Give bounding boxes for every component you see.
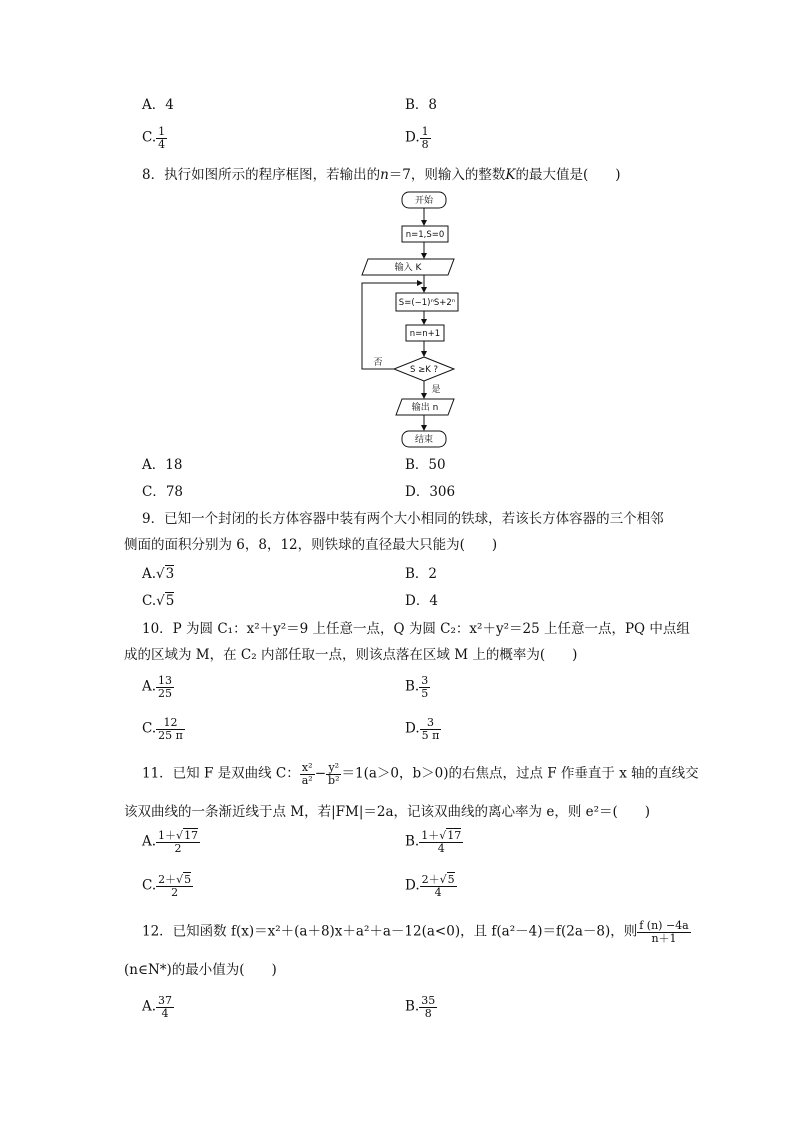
q9-stem-line-2: 侧面的面积分别为 6，8，12，则铁球的直径最大只能为( ) (124, 537, 498, 553)
q10-option-b (405, 675, 430, 699)
q9-option-d (405, 594, 438, 610)
q8-var-k: K (505, 167, 516, 183)
q11-stem-line-1 (142, 762, 699, 786)
q9-option-c: C.√5 (142, 593, 175, 609)
flow-no-label: 否 (373, 358, 383, 368)
fraction-denominator: 2 (174, 841, 182, 855)
numerator-prefix: 2＋ (158, 873, 177, 886)
option-label: D. (405, 877, 420, 894)
option-fraction (156, 717, 185, 741)
fraction-denominator: a² (301, 773, 313, 787)
q8-option-a (142, 458, 182, 474)
fraction-numerator: 13 (158, 674, 173, 687)
option-fraction (156, 874, 193, 898)
q7-option-c-fraction (156, 126, 167, 150)
fraction-numerator: x² (300, 762, 315, 775)
option-label: C． (142, 484, 166, 500)
option-radicand: 5 (165, 593, 175, 609)
q7-option-d-label: D. (405, 129, 420, 146)
q12-expression-fraction (637, 920, 691, 944)
q9-option-b (405, 567, 437, 583)
q11-stem-suffix: ＝1(a＞0，b＞0)的右焦点，过点 F 作垂直于 x 轴的直线交 (341, 765, 699, 782)
q8-stem-part-3: 的最大值是( ) (515, 167, 621, 183)
numerator-radicand: 5 (184, 873, 192, 886)
option-value: 78 (165, 484, 184, 500)
fraction-denominator: 8 (421, 137, 429, 151)
fraction-denominator: 2 (171, 885, 179, 899)
q7-option-a-value: 4 (165, 97, 174, 113)
fraction-numerator: 2＋√5 (421, 873, 455, 886)
fraction-denominator: n＋1 (651, 931, 677, 945)
fraction-denominator: 5 π (421, 728, 440, 742)
option-label: A. (142, 998, 157, 1015)
option-value: 2 (428, 566, 438, 582)
fraction-denominator: 4 (161, 1006, 169, 1020)
option-fraction (420, 717, 442, 741)
option-label: B. (405, 678, 420, 695)
fraction-denominator: b² (328, 773, 340, 787)
option-label: C. (142, 877, 157, 894)
q7-option-d-fraction (420, 126, 431, 150)
option-label: D． (405, 484, 430, 500)
flow-assign-label: S=(−1)ⁿS+2ⁿ (398, 298, 456, 308)
fraction-denominator: 5 (421, 686, 429, 700)
fraction-numerator: 1＋√17 (421, 829, 462, 842)
q12-stem-prefix: 12．已知函数 f(x)＝x²＋(a＋8)x＋a²＋a－12(a<0)，且 f(a²－4)＝f(2a－8)，则 (142, 923, 638, 940)
q11-y-fraction (326, 762, 341, 786)
q12-stem-line-1 (142, 920, 691, 944)
option-label: B. (405, 998, 420, 1015)
fraction-numerator: 12 (156, 717, 185, 730)
option-value: 50 (428, 457, 446, 473)
option-label: A. (142, 678, 157, 695)
option-value: 4 (429, 593, 438, 609)
fraction-numerator: 35 (421, 994, 436, 1007)
q7-option-b (405, 98, 437, 114)
q12-option-b (405, 995, 437, 1019)
q7-option-b-label: B． (405, 97, 429, 113)
option-fraction (419, 830, 463, 854)
fraction-numerator: 2＋√5 (158, 873, 192, 886)
q11-stem-line-2: 该双曲线的一条渐近线于点 M，若|FM|＝2a，记该双曲线的离心率为 e，则 e²＝( ) (124, 804, 651, 820)
option-value: 18 (165, 457, 183, 473)
flow-start-label: 开始 (414, 196, 434, 206)
fraction-numerator: y² (326, 762, 341, 775)
numerator-radicand: 17 (184, 829, 199, 842)
flow-input-label: 输入 K (394, 263, 422, 273)
option-label: A． (142, 457, 166, 473)
q10-option-a (142, 675, 174, 699)
option-radicand: 3 (165, 566, 175, 582)
q11-option-a (142, 830, 200, 854)
option-value: 306 (429, 484, 456, 500)
q7-option-b-value: 8 (428, 97, 438, 113)
fraction-denominator: 8 (424, 1006, 432, 1020)
q9-option-a: A.√3 (142, 566, 175, 582)
q12-option-a (142, 995, 174, 1019)
fraction-denominator: 25 (158, 686, 173, 700)
q10-option-d (405, 717, 441, 741)
q8-option-c (142, 485, 183, 501)
option-fraction (156, 995, 174, 1019)
q8-option-d (405, 485, 455, 501)
q12-stem-line-2: (n∈N*)的最小值为( ) (124, 962, 277, 978)
flow-decision-label: S ≥K ? (409, 365, 439, 375)
q11-x-fraction (300, 762, 315, 786)
option-label: B. (405, 833, 420, 850)
q11-stem-prefix: 11．已知 F 是双曲线 C： (142, 765, 300, 782)
fraction-numerator: 1 (158, 125, 166, 138)
fraction-numerator: 1 (421, 125, 429, 138)
fraction-numerator: 3 (421, 674, 429, 687)
q8-stem-part-1: 8．执行如图所示的程序框图，若输出的 (142, 167, 381, 183)
q7-option-c (142, 126, 167, 150)
option-label: A. (142, 833, 157, 850)
numerator-radicand: 5 (447, 873, 455, 886)
flow-output-label: 输出 n (411, 403, 439, 413)
q7-option-c-label: C. (142, 129, 157, 146)
option-fraction (156, 830, 200, 854)
q8-var-n: n (380, 167, 389, 183)
numerator-prefix: 2＋ (421, 873, 440, 886)
option-fraction (419, 995, 437, 1019)
fraction-denominator: 4 (437, 841, 445, 855)
fraction-denominator: 25 π (158, 728, 183, 742)
fraction-denominator: 4 (434, 885, 442, 899)
option-label: A. (142, 566, 157, 582)
option-label: B． (405, 457, 429, 473)
numerator-prefix: 1＋ (421, 829, 440, 842)
q11-option-c (142, 874, 193, 898)
fraction-numerator: 1＋√17 (158, 829, 199, 842)
q11-minus-sign: − (314, 765, 327, 782)
q10-option-c (142, 717, 185, 741)
fraction-numerator: 37 (158, 994, 173, 1007)
flow-increment-label: n=n+1 (409, 329, 441, 339)
q7-option-a (142, 98, 174, 114)
q8-flowchart (330, 188, 470, 450)
option-fraction (419, 675, 430, 699)
option-label: D． (405, 593, 430, 609)
option-fraction (156, 675, 174, 699)
numerator-prefix: 1＋ (158, 829, 177, 842)
option-fraction (420, 874, 457, 898)
q11-option-d (405, 874, 457, 898)
flow-init-label: n=1,S=0 (405, 230, 445, 240)
q8-stem-part-2: ＝7，则输入的整数 (388, 167, 506, 183)
option-label: B． (405, 566, 429, 582)
fraction-numerator: 3 (420, 717, 442, 730)
fraction-numerator: f (n) −4a (639, 919, 689, 932)
q7-option-a-label: A． (142, 97, 166, 113)
flow-end-label: 结束 (414, 435, 434, 445)
option-label: C. (142, 593, 157, 609)
fraction-denominator: 4 (158, 137, 166, 151)
option-label: D. (405, 720, 420, 737)
numerator-radicand: 17 (447, 829, 462, 842)
q7-option-d (405, 126, 431, 150)
q10-stem-line-1: 10．P 为圆 C₁：x²＋y²＝9 上任意一点，Q 为圆 C₂：x²＋y²＝25 上任意一点，PQ 中点组 (142, 621, 690, 637)
q8-option-b (405, 458, 446, 474)
q8-stem (142, 168, 621, 184)
flow-yes-label: 是 (431, 385, 441, 395)
option-label: C. (142, 720, 157, 737)
q9-stem-line-1: 9．已知一个封闭的长方体容器中装有两个大小相同的铁球，若该长方体容器的三个相邻 (142, 511, 664, 527)
q11-option-b (405, 830, 463, 854)
q10-stem-line-2: 成的区域为 M，在 C₂ 内部任取一点，则该点落在区域 M 上的概率为( ) (124, 647, 578, 663)
